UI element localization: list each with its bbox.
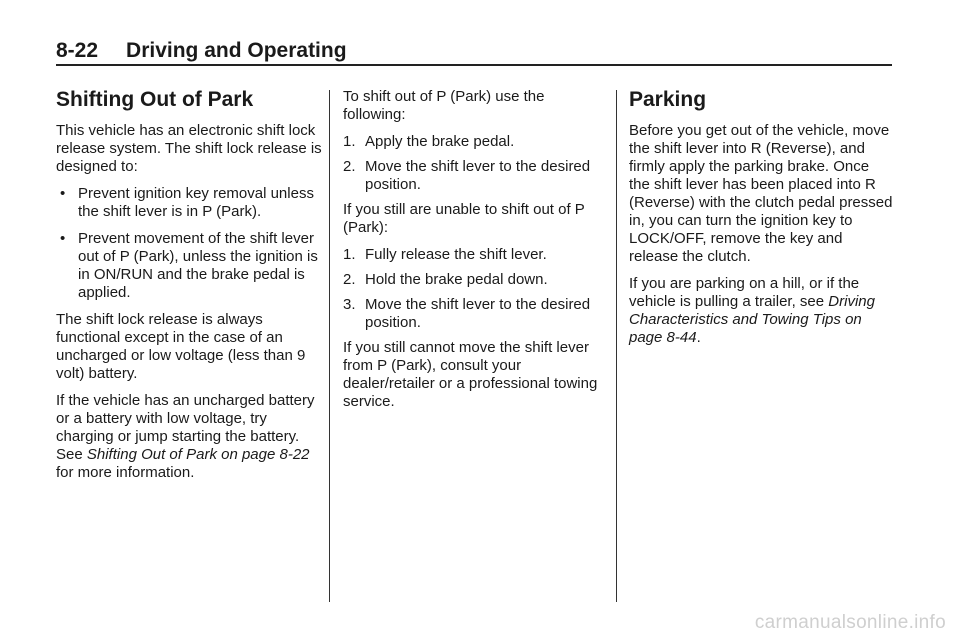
column-divider — [329, 90, 330, 602]
bullet-text: Prevent ignition key removal unless the shift lever is in P (Park). — [78, 185, 314, 220]
numbered-step — [343, 158, 608, 194]
step-text: Move the shift lever to the desired position. — [365, 296, 591, 331]
step-text: Apply the brake pedal. — [365, 133, 515, 150]
paragraph-text: . — [696, 329, 701, 346]
page-number: 8-22 — [56, 39, 99, 62]
numbered-step — [343, 271, 608, 289]
watermark: carmanualsonline.info — [754, 612, 946, 633]
section-title: Driving and Operating — [126, 39, 347, 62]
paragraph — [56, 392, 324, 482]
paragraph: The shift lock release is always functional except in the case of an uncharged or low voltage (less than 9 volt) battery. — [56, 311, 306, 382]
step-text: Hold the brake pedal down. — [365, 271, 548, 288]
page-header — [56, 38, 892, 64]
column-3 — [629, 88, 894, 356]
step-text: Fully release the shift lever. — [365, 246, 547, 263]
column-divider — [616, 90, 617, 602]
step-text: Move the shift lever to the desired position. — [365, 158, 591, 193]
bullet-item — [56, 230, 324, 302]
paragraph-text: If you are parking on a hill, or if the vehicle is pulling a trailer, see — [629, 275, 860, 310]
paragraph: If you still cannot move the shift lever from P (Park), consult your dealer/retailer or a professional towing service. — [343, 339, 598, 410]
paragraph: Before you get out of the vehicle, move the shift lever into R (Reverse), and firmly apply the parking brake. Once the shift lever has been placed into R (Reverse) with the clutch pedal pressed in, you can turn the ignition key to LOCK/OFF, remove the key and release the clutch. — [629, 122, 893, 265]
step-number: 2. — [343, 271, 356, 288]
column-1 — [56, 88, 324, 491]
paragraph: This vehicle has an electronic shift lock release system. The shift lock release is designed to: — [56, 122, 322, 175]
paragraph-text: for more information. — [56, 464, 195, 481]
paragraph-text: If the vehicle has an uncharged battery or a battery with low voltage, try charging or jump starting the battery. See — [56, 392, 315, 463]
bullet-item — [56, 185, 324, 221]
numbered-step — [343, 296, 608, 332]
numbered-step — [343, 133, 608, 151]
bullet-icon: • — [60, 230, 66, 247]
step-number: 1. — [343, 246, 356, 263]
paragraph: To shift out of P (Park) use the following: — [343, 88, 545, 123]
bullet-icon: • — [60, 185, 66, 202]
column-2 — [343, 88, 608, 420]
header-rule — [56, 64, 892, 66]
section-heading: Parking — [629, 88, 707, 111]
step-number: 3. — [343, 296, 356, 313]
paragraph: If you still are unable to shift out of P (Park): — [343, 201, 585, 236]
step-number: 2. — [343, 158, 356, 175]
paragraph — [629, 275, 894, 347]
numbered-step — [343, 246, 608, 264]
step-number: 1. — [343, 133, 356, 150]
cross-reference-link[interactable]: Driving Characteristics and Towing Tips on page 8-44 — [629, 293, 875, 346]
bullet-text: Prevent movement of the shift lever out of P (Park), unless the ignition is in ON/RUN and the brake pedal is applied. — [78, 230, 318, 301]
cross-reference-link[interactable]: Shifting Out of Park on page 8-22 — [86, 446, 310, 463]
section-heading: Shifting Out of Park — [56, 88, 254, 111]
